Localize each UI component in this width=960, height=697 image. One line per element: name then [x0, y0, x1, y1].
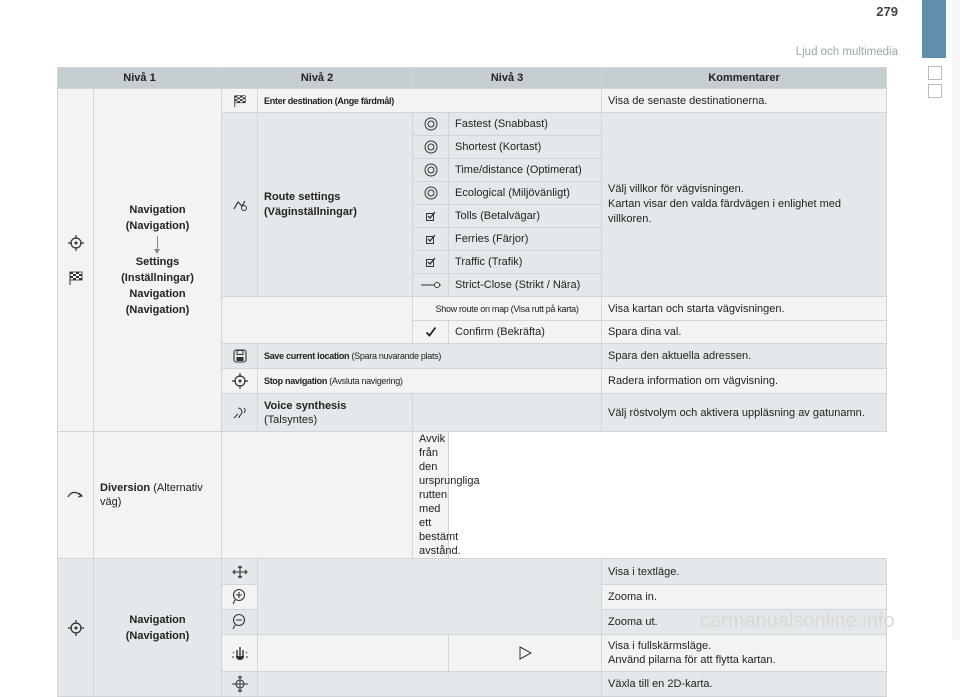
play-triangle-icon	[517, 645, 533, 661]
empty-cell	[258, 672, 602, 697]
header-comments: Kommentarer	[602, 68, 887, 89]
voice-icon-cell	[222, 394, 258, 432]
ecological-label: Ecological (Miljövänligt)	[449, 182, 602, 205]
level1-icon2-cell	[58, 559, 94, 697]
level1-navigation2-cell	[94, 559, 222, 697]
menu-table	[57, 67, 887, 697]
voice-synthesis-icon	[231, 405, 249, 421]
checkbox-icon	[425, 210, 437, 222]
timedist-label: Time/distance (Optimerat)	[449, 159, 602, 182]
hand-pan-icon	[231, 645, 249, 661]
fullscreen-comment-line2: Använd pilarna för att flytta kartan.	[608, 654, 776, 666]
map-2d-icon-cell	[222, 672, 258, 697]
stop-nav-cell	[258, 369, 602, 394]
section-title: Ljud och multimedia	[795, 46, 898, 58]
map-2d-comment: Växla till en 2D-karta.	[602, 672, 887, 697]
empty-cell	[258, 559, 602, 635]
diversion-label-bold: Diversion	[100, 482, 151, 494]
stop-nav-label-bold: Stop navigation	[264, 376, 328, 386]
fastest-label: Fastest (Snabbast)	[449, 113, 602, 136]
save-location-comment: Spara den aktuella adressen.	[602, 344, 887, 369]
level1-settings-alt: (Inställningar)	[121, 272, 194, 284]
strict-icon-cell	[413, 274, 449, 297]
route-settings-icon-cell	[222, 113, 258, 297]
map-2d-icon	[230, 675, 250, 693]
save-location-label: (Spara nuvarande plats)	[351, 351, 442, 361]
side-box-2	[928, 84, 942, 98]
save-location-cell	[258, 344, 602, 369]
tolls-label: Tolls (Betalvägar)	[449, 205, 602, 228]
route-settings-label: Route settings	[264, 190, 341, 203]
confirm-icon-cell	[413, 321, 449, 344]
level1-navigation-label: Navigation	[129, 204, 186, 216]
down-arrow-icon	[157, 236, 158, 252]
level1-navigation2-alt: (Navigation)	[125, 304, 190, 316]
zoom-out-comment: Zooma ut.	[602, 610, 887, 635]
voice-comment: Välj röstvolym och aktivera uppläsning av gatunamn.	[602, 394, 887, 432]
save-disk-icon	[232, 348, 248, 364]
spacer-cell	[222, 321, 413, 344]
zoom-out-icon-cell	[222, 610, 258, 635]
empty-cell	[222, 432, 413, 559]
four-arrows-icon	[231, 565, 249, 579]
voice-cell	[258, 394, 413, 432]
radio-option-icon	[424, 140, 438, 154]
zoom-in-comment: Zooma in.	[602, 585, 887, 610]
ferries-icon-cell	[413, 228, 449, 251]
zoom-in-icon-cell	[222, 585, 258, 610]
empty-cell	[413, 394, 602, 432]
text-mode-comment: Visa i textläge.	[602, 559, 887, 585]
enter-destination-comment: Visa de senaste destinationerna.	[602, 89, 887, 113]
checkered-flag-icon	[68, 270, 84, 286]
stop-nav-comment: Radera information om vägvisning.	[602, 369, 887, 394]
radio-option-icon	[424, 117, 438, 131]
header-level1: Nivå 1	[58, 68, 222, 89]
save-location-label-bold: Save current location	[264, 351, 350, 361]
slider-icon	[420, 280, 442, 290]
empty-cell	[258, 635, 449, 672]
zoom-out-icon	[231, 613, 249, 631]
watermark: carmanualsonline.info	[700, 610, 895, 632]
level1-navigation-label: Navigation	[129, 613, 186, 626]
level1-navigation-alt: (Navigation)	[125, 629, 190, 642]
fullscreen-comment-cell	[602, 635, 887, 672]
level1-navigation2-label: Navigation	[129, 288, 186, 300]
checkmark-icon	[425, 326, 437, 338]
shortest-label: Shortest (Kortast)	[449, 136, 602, 159]
traffic-label: Traffic (Trafik)	[449, 251, 602, 274]
text-mode-icon-cell	[222, 559, 258, 585]
section-tab	[922, 0, 946, 58]
diversion-icon	[67, 489, 85, 501]
save-icon-cell	[222, 344, 258, 369]
fullscreen-icon-cell	[222, 635, 258, 672]
diversion-comment: Avvik från den ursprungliga rutten med ett bestämt avstånd.	[413, 432, 449, 559]
confirm-label: Confirm (Bekräfta)	[449, 321, 602, 344]
spacer-cell	[222, 297, 413, 321]
enter-destination-icon-cell	[222, 89, 258, 113]
voice-label-bold: Voice synthesis	[264, 399, 347, 412]
tolls-icon-cell	[413, 205, 449, 228]
navigation-crosshair-icon	[67, 234, 85, 252]
confirm-comment: Spara dina val.	[602, 321, 887, 344]
route-settings-alt: (Väginställningar)	[264, 205, 357, 218]
level1-navigation-alt: (Navigation)	[125, 220, 190, 232]
page-edge	[952, 0, 960, 640]
radio-option-icon	[424, 186, 438, 200]
navigation-crosshair-icon	[231, 372, 249, 390]
diversion-icon-cell	[58, 432, 94, 559]
stop-nav-label: (Avsluta navigering)	[329, 376, 403, 386]
timedist-icon-cell	[413, 159, 449, 182]
zoom-in-icon	[231, 588, 249, 606]
show-route-comment: Visa kartan och starta vägvisningen.	[602, 297, 887, 321]
route-comment-line1: Välj villkor för vägvisningen.	[608, 183, 744, 195]
voice-label: (Talsyntes)	[264, 413, 318, 426]
fullscreen-comment-line1: Visa i fullskärmsläge.	[608, 640, 712, 652]
ecological-icon-cell	[413, 182, 449, 205]
route-comment-cell	[602, 113, 887, 297]
show-route-label: Show route on map (Visa rutt på karta)	[413, 297, 602, 321]
stop-nav-icon-cell	[222, 369, 258, 394]
enter-destination-label: Enter destination (Ange färdmål)	[258, 89, 602, 113]
play-icon-cell	[449, 635, 602, 672]
level1-navigation-cell	[94, 89, 222, 432]
traffic-icon-cell	[413, 251, 449, 274]
diversion-cell	[94, 432, 222, 559]
header-level2: Nivå 2	[222, 68, 413, 89]
checkbox-icon	[425, 233, 437, 245]
route-settings-cell	[258, 113, 413, 297]
navigation-crosshair-icon	[67, 619, 85, 637]
radio-option-icon	[424, 163, 438, 177]
route-comment-line2: Kartan visar den valda färdvägen i enlighet med villkoren.	[608, 198, 842, 225]
header-level3: Nivå 3	[413, 68, 602, 89]
route-settings-icon	[232, 198, 248, 212]
checkbox-icon	[425, 256, 437, 268]
side-box-1	[928, 66, 942, 80]
page-number: 279	[876, 4, 898, 19]
fastest-icon-cell	[413, 113, 449, 136]
ferries-label: Ferries (Färjor)	[449, 228, 602, 251]
strict-label: Strict-Close (Strikt / Nära)	[449, 274, 602, 297]
diversion-label: (Alternativ väg)	[100, 482, 203, 508]
level1-settings-label: Settings	[135, 256, 180, 268]
checkered-flag-icon	[233, 94, 247, 108]
shortest-icon-cell	[413, 136, 449, 159]
level1-icons-cell	[58, 89, 94, 432]
